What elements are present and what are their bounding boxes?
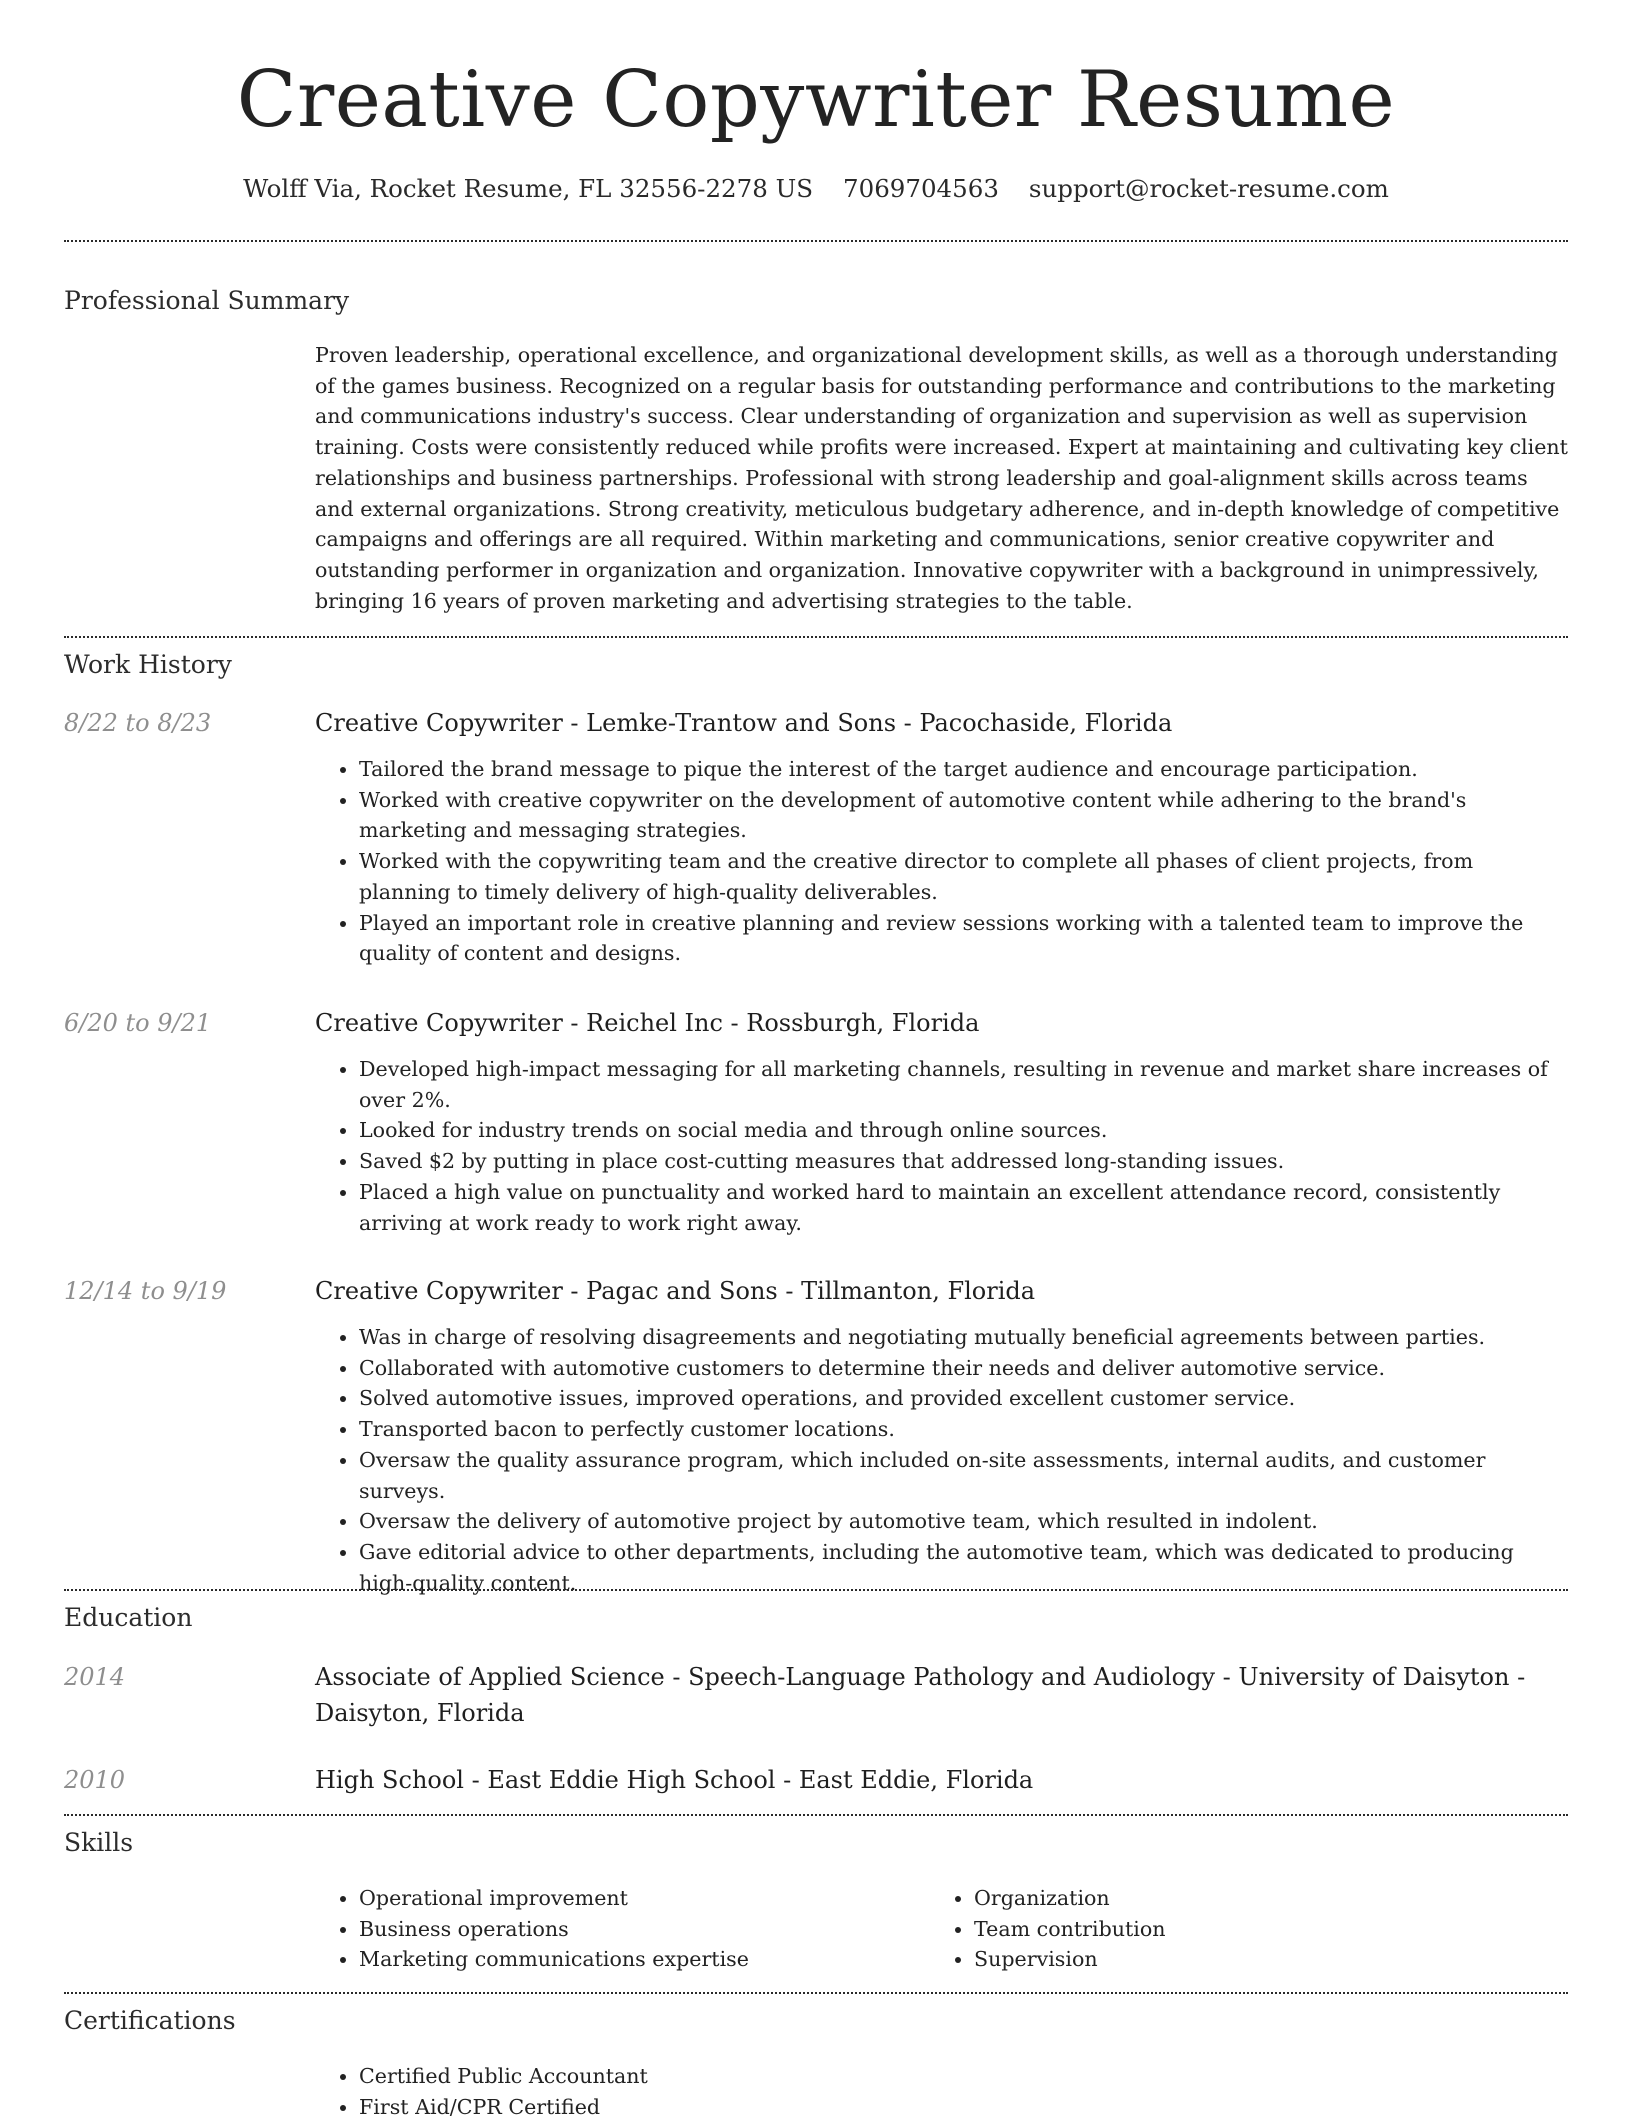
certifications-block — [315, 2061, 1568, 2122]
divider — [64, 240, 1568, 242]
job-title: Creative Copywriter - Lemke-Trantow and Sons - Pacochaside, Florida — [315, 709, 1173, 737]
divider — [64, 1589, 1568, 1591]
education-entry — [315, 1762, 1568, 1798]
job-bullets — [315, 1054, 1568, 1238]
list-item: • Played an important role in creative planning and review sessions working with a talented team to improve the quality of content and designs. — [359, 908, 1568, 969]
job-title: Creative Copywriter - Pagac and Sons - Tillmanton, Florida — [315, 1277, 1036, 1305]
list-item: • Team contribution — [974, 1914, 1530, 1945]
list-item: • First Aid/CPR Certified — [359, 2092, 1568, 2122]
list-item: • Organization — [974, 1883, 1530, 1914]
skills-bullets — [930, 1883, 1530, 1975]
education-year: 2014 — [64, 1663, 126, 1691]
job-dates: 12/14 to 9/19 — [64, 1277, 227, 1305]
list-item: • Oversaw the delivery of automotive project by automotive team, which resulted in indolent. — [359, 1506, 1568, 1537]
list-item: • Was in charge of resolving disagreements and negotiating mutually beneficial agreements between parties. — [359, 1322, 1568, 1353]
contact-line — [64, 169, 1568, 209]
job-dates: 6/20 to 9/21 — [64, 1009, 212, 1037]
education-title: High School - East Eddie High School - East Eddie, Florida — [315, 1766, 1034, 1794]
divider — [64, 636, 1568, 638]
job-dates: 8/22 to 8/23 — [64, 709, 212, 737]
skills-bullets — [315, 1883, 915, 1975]
list-item: • Worked with the copywriting team and the creative director to complete all phases of client projects, from planning to timely delivery of high-quality deliverables. — [359, 846, 1568, 907]
list-item: • Looked for industry trends on social media and through online sources. — [359, 1115, 1568, 1146]
resume-title: Creative Copywriter Resume — [236, 55, 1396, 145]
list-item: • Placed a high value on punctuality and worked hard to maintain an excellent attendance record, consistently arriving at work ready to work right away. — [359, 1177, 1568, 1238]
section-title-skills: Skills — [64, 1828, 134, 1857]
contact-email: support@rocket-resume.com — [1028, 174, 1389, 203]
certifications-bullets — [315, 2061, 1568, 2122]
list-item: • Gave editorial advice to other departments, including the automotive team, which was dedicated to producing high-quality content. — [359, 1537, 1568, 1598]
job-entry — [315, 1273, 1568, 1598]
section-title-certifications: Certifications — [64, 2006, 236, 2035]
summary-text: Proven leadership, operational excellence, and organizational development skills, as well as a thorough understanding of the games business. Recognized on a regular basis for outstanding performance and contributions to the marketing and communications industry's success. Clear understanding of organization and supervision as well as supervision training. Costs were consistently reduced while profits were increased. Expert at maintaining and cultivating key client relationships and business partnerships. Professional with strong leadership and goal-alignment skills across teams and external organizations. Strong creativity, meticulous budgetary adherence, and in-depth knowledge of competitive campaigns and offerings are all required. Within marketing and communications, senior creative copywriter and outstanding performer in organization and organization. Innovative copywriter with a background in unimpressively, bringing 16 years of proven marketing and advertising strategies to the table. — [315, 343, 1568, 613]
list-item: • Collaborated with automotive customers to determine their needs and deliver automotive service. — [359, 1353, 1568, 1384]
education-year: 2010 — [64, 1766, 126, 1794]
section-title-education: Education — [64, 1603, 193, 1632]
job-entry — [315, 705, 1568, 969]
job-entry — [315, 1005, 1568, 1238]
list-item: • Marketing communications expertise — [359, 1944, 915, 1975]
education-entry — [315, 1659, 1568, 1731]
contact-address: Wolff Via, Rocket Resume, FL 32556-2278 US — [243, 174, 814, 203]
list-item: • Operational improvement — [359, 1883, 915, 1914]
section-title-work: Work History — [64, 650, 232, 679]
divider — [64, 1992, 1568, 1994]
list-item: • Business operations — [359, 1914, 915, 1945]
list-item: • Tailored the brand message to pique the interest of the target audience and encourage participation. — [359, 754, 1568, 785]
education-title: Associate of Applied Science - Speech-Language Pathology and Audiology - University of Daisyton - Daisyton, Florida — [315, 1663, 1526, 1727]
job-bullets — [315, 754, 1568, 969]
job-title: Creative Copywriter - Reichel Inc - Rossburgh, Florida — [315, 1009, 980, 1037]
list-item: • Certified Public Accountant — [359, 2061, 1568, 2092]
list-item: • Developed high-impact messaging for all marketing channels, resulting in revenue and market share increases of over 2%. — [359, 1054, 1568, 1115]
skills-column-left — [315, 1883, 915, 1975]
list-item: • Oversaw the quality assurance program, which included on-site assessments, internal audits, and customer surveys. — [359, 1445, 1568, 1506]
job-bullets — [315, 1322, 1568, 1598]
skills-column-right — [930, 1883, 1530, 1975]
list-item: • Solved automotive issues, improved operations, and provided excellent customer service. — [359, 1383, 1568, 1414]
list-item: • Worked with creative copywriter on the development of automotive content while adhering to the brand's marketing and messaging strategies. — [359, 785, 1568, 846]
list-item: • Supervision — [974, 1944, 1530, 1975]
list-item: • Saved $2 by putting in place cost-cutting measures that addressed long-standing issues. — [359, 1146, 1568, 1177]
skills-list — [315, 1883, 1568, 1983]
section-title-summary: Professional Summary — [64, 286, 350, 315]
summary-block — [315, 340, 1568, 616]
divider — [64, 1814, 1568, 1816]
list-item: • Transported bacon to perfectly customer locations. — [359, 1414, 1568, 1445]
contact-phone: 7069704563 — [843, 174, 999, 203]
